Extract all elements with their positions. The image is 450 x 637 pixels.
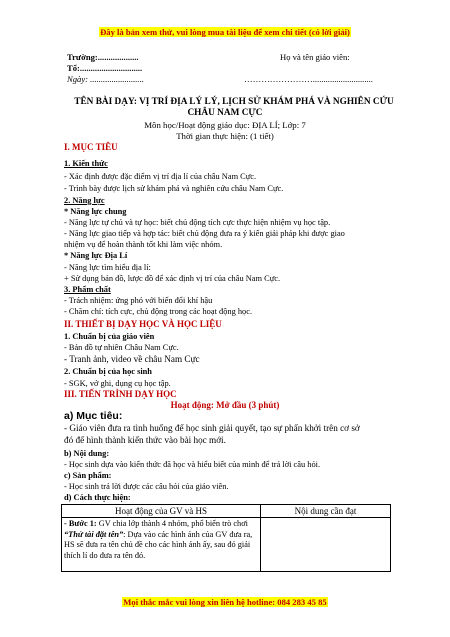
knowledge-heading: 1. Kiến thức <box>64 159 108 168</box>
content-text: - Học sinh dựa vào kiến thức đã học và hiểu biết của mình để trả lời câu hỏi. <box>64 460 321 469</box>
ability-heading: 2. Năng lực <box>64 196 105 205</box>
student-prep-heading: 2. Chuẩn bị của học sinh <box>64 367 152 376</box>
product-heading: c) Sản phẩm: <box>64 471 112 480</box>
general-ability-item: nhiệm vụ để hoàn thành tốt khi làm việc nhóm. <box>64 240 223 249</box>
general-ability-item: - Năng lực giao tiếp và hợp tác: biết chủ động đưa ra ý kiến giải pháp khi được giao <box>64 229 345 238</box>
table-header-row <box>62 505 391 518</box>
product-text: - Học sinh trả lời được các câu hỏi của giáo viên. <box>64 482 229 491</box>
teacher-prep-item: - Bản đồ tự nhiên Châu Nam Cực. <box>64 343 179 352</box>
activity-table <box>61 504 391 572</box>
table-cell-activity <box>62 518 261 572</box>
geo-ability-item: + Sử dụng bản đồ, lược đồ để xác định vị trí của châu Nam Cực. <box>64 274 281 283</box>
table-header-activity: Hoạt động của GV và HS <box>62 505 261 518</box>
goal-item: đó để hình thành kiến thức vào bài học mới. <box>64 435 226 445</box>
school-label: Trường:................... <box>67 52 139 62</box>
quality-heading: 3. Phẩm chất <box>64 285 111 294</box>
activity-heading: Hoạt động: Mở đầu (3 phút) <box>170 400 280 410</box>
teacher-label: Họ và tên giáo viên: <box>280 52 350 62</box>
geo-ability-item: - Năng lực tìm hiểu địa lí: <box>64 263 151 272</box>
section3-heading: III. TIẾN TRÌNH DẠY HỌC <box>64 389 177 399</box>
date-label: Ngày: ......................... <box>67 74 144 84</box>
preview-banner-text: Đây là bản xem thử, vui lòng mua tài liệu để xem chi tiết (có lời giải) <box>100 27 350 37</box>
teacher-dots: ……………………............................ <box>244 74 373 84</box>
hotline-banner <box>0 597 450 607</box>
preview-banner <box>0 27 450 37</box>
step-text-b: : Dựa vào các hình ảnh của GV đưa ra, HS sẽ đưa ra tên chủ đề cho các hình ảnh ấy, sau đó giải thích lí do đưa ra tên đó. <box>64 529 253 560</box>
quality-item: - Chăm chỉ: tích cực, chủ động trong các hoạt động học. <box>64 307 253 316</box>
step-label: - Bước 1: <box>64 519 97 528</box>
teacher-prep-item: - Tranh ảnh, video về châu Nam Cực <box>64 354 200 364</box>
section2-heading: II. THIẾT BỊ DẠY HỌC VÀ HỌC LIỆU <box>64 319 222 329</box>
geo-ability-heading: * Năng lực Địa Lí <box>64 251 128 260</box>
method-heading: d) Cách thực hiện: <box>64 493 131 502</box>
student-prep-item: - SGK, vở ghi, dụng cụ học tập. <box>64 379 171 388</box>
goal-item: - Giáo viên đưa ra tình huống để học sinh giải quyết, tạo sự phấn khởi trên cơ sở <box>64 423 360 433</box>
table-cell-content <box>261 518 391 572</box>
table-row <box>62 518 391 572</box>
section1-heading: I. MỤC TIÊU <box>64 142 118 152</box>
knowledge-item: - Trình bày được lịch sử khám phá và nghiên cứu châu Nam Cực. <box>64 184 284 193</box>
lesson-title-line1: TÊN BÀI DẠY: VỊ TRÍ ĐỊA LÝ LÝ, LỊCH SỬ KHÁM PHÁ VÀ NGHIÊN CỨU <box>74 97 394 107</box>
duration-line: Thời gian thực hiện: (1 tiết) <box>176 131 274 141</box>
goal-heading: a) Mục tiêu: <box>64 410 123 422</box>
content-heading: b) Nội dung: <box>64 449 110 458</box>
knowledge-item: - Xác định được đặc điểm vị trí địa lí của châu Nam Cực. <box>64 172 257 181</box>
subject-line: Môn học/Hoạt động giáo dục: ĐỊA LÍ; Lớp: 7 <box>144 120 306 130</box>
hotline-banner-text: Mọi thắc mắc vui lòng xin liên hệ hotline: 084 283 45 85 <box>123 597 327 607</box>
lesson-title-line2: CHÂU NAM CỰC <box>187 108 263 118</box>
step-quote: “Thử tài đặt tên” <box>64 529 124 539</box>
general-ability-heading: * Năng lực chung <box>64 207 127 216</box>
quality-item: - Trách nhiệm: ứng phó với biến đổi khí hậu <box>64 296 213 305</box>
team-label: Tổ:............................. <box>67 63 143 73</box>
teacher-prep-heading: 1. Chuẩn bị của giáo viên <box>64 332 155 341</box>
general-ability-item: - Năng lực tự chủ và tự học: biết chủ động tích cực thực hiện nhiệm vụ học tập. <box>64 218 331 227</box>
step-text-a: GV chia lớp thành 4 nhóm, phổ biến trò chơi <box>96 519 248 528</box>
table-header-content: Nội dung cần đạt <box>261 505 391 518</box>
